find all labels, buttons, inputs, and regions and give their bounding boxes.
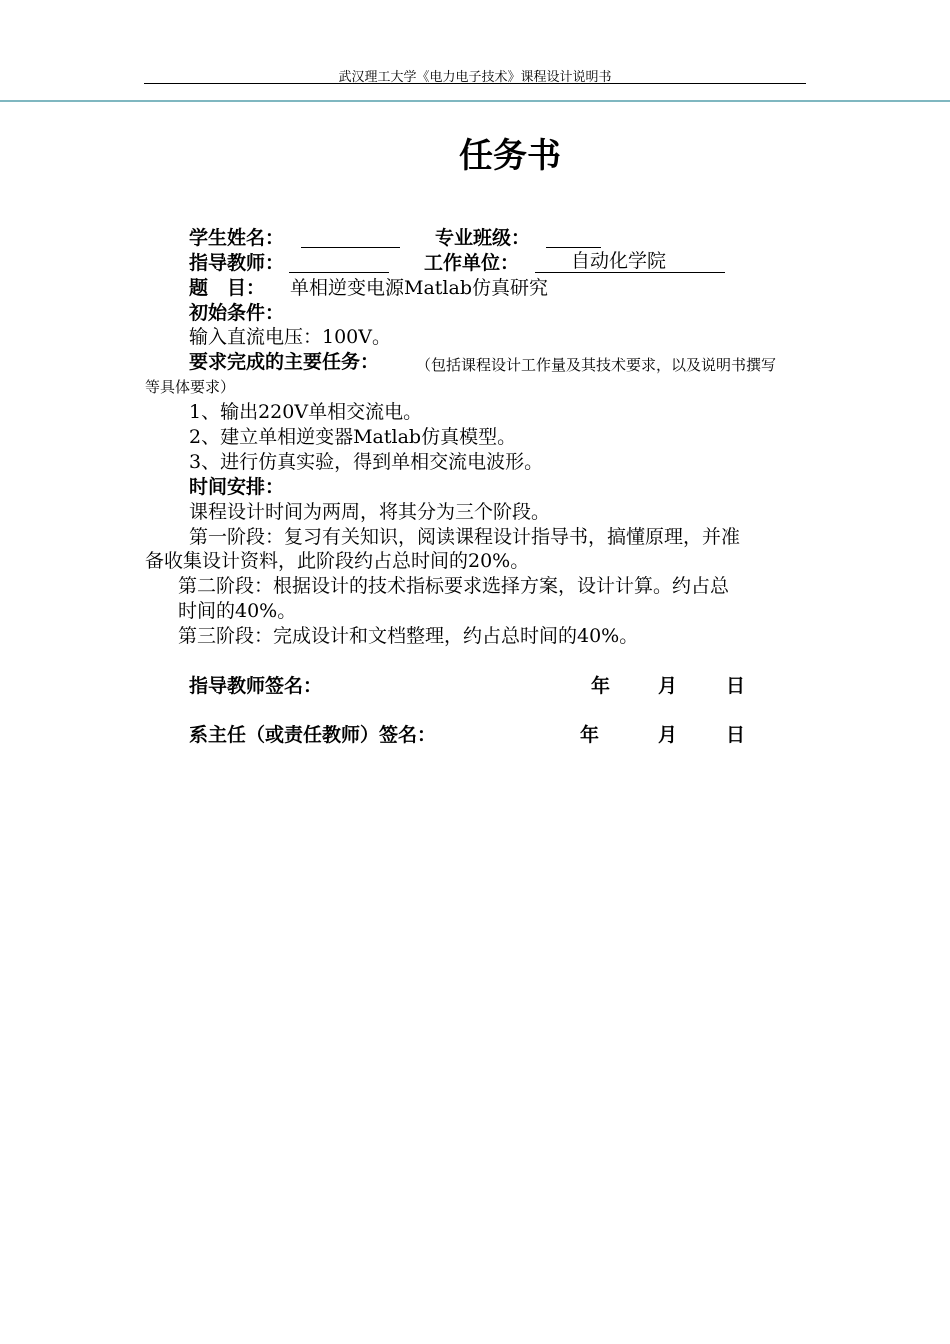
advisor-blank (289, 252, 389, 273)
page-header: 武汉理工大学《电力电子技术》课程设计说明书 (338, 70, 612, 85)
class-label: 专业班级： (435, 227, 531, 249)
schedule-intro: 课程设计时间为两周，将其分为三个阶段。 (189, 501, 551, 523)
task-item-3: 3、进行仿真实验，得到单相交流电波形。 (189, 451, 544, 473)
advisor-signature-month: 月 (658, 675, 678, 697)
tasks-note-line1: （包括课程设计工作量及其技术要求，以及说明书撰写 (416, 356, 777, 374)
work-unit-label: 工作单位： (424, 252, 520, 274)
schedule-stage2-line2: 时间的40%。 (178, 600, 297, 622)
advisor-label: 指导教师： (189, 252, 285, 274)
dept-signature-month: 月 (658, 724, 678, 746)
student-name-blank (301, 227, 400, 248)
initial-conditions-label: 初始条件： (189, 302, 285, 324)
dept-signature-label: 系主任（或责任教师）签名： (189, 724, 437, 746)
advisor-signature-day: 日 (726, 675, 746, 697)
dept-signature-year: 年 (580, 724, 600, 746)
task-item-1: 1、输出220V单相交流电。 (189, 401, 423, 423)
class-blank (546, 227, 601, 248)
task-item-2: 2、建立单相逆变器Matlab仿真模型。 (189, 426, 517, 448)
advisor-signature-label: 指导教师签名： (189, 675, 323, 697)
tasks-note-line2: 等具体要求） (145, 378, 236, 396)
schedule-label: 时间安排： (189, 476, 285, 498)
page-top-border (0, 100, 950, 102)
topic-label: 题 目： (189, 277, 266, 299)
dept-signature-day: 日 (726, 724, 746, 746)
advisor-signature-year: 年 (591, 675, 611, 697)
topic-value: 单相逆变电源Matlab仿真研究 (290, 277, 548, 299)
header-divider (144, 83, 806, 84)
student-name-label: 学生姓名： (189, 227, 285, 249)
page-title: 任务书 (459, 136, 561, 176)
schedule-stage2-line1: 第二阶段：根据设计的技术指标要求选择方案，设计计算。约占总 (178, 575, 730, 597)
schedule-stage1-line2: 备收集设计资料，此阶段约占总时间的20%。 (145, 550, 530, 572)
work-unit-value: 自动化学院 (535, 250, 725, 273)
schedule-stage1-line1: 第一阶段：复习有关知识，阅读课程设计指导书，搞懂原理，并准 (189, 526, 741, 548)
schedule-stage3: 第三阶段：完成设计和文档整理，约占总时间的40%。 (178, 625, 639, 647)
tasks-label: 要求完成的主要任务： (189, 351, 380, 373)
initial-conditions-text: 输入直流电压：100V。 (189, 326, 391, 348)
